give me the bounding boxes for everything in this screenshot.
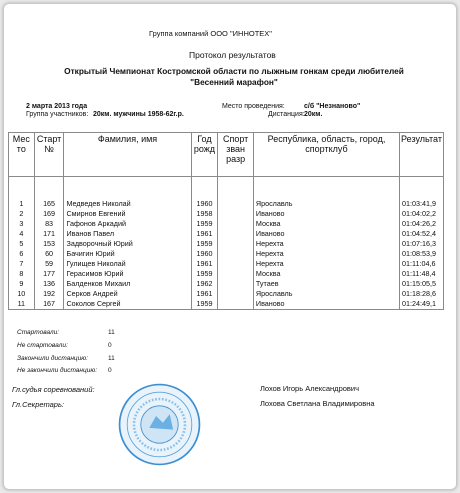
cell-name: Бачигин Юрий [64,249,191,259]
cell-rank [218,209,254,219]
cell-region: Иваново [253,299,399,310]
cell-start: 169 [34,209,64,219]
table-row [9,239,444,249]
cell-birth: 1961 [191,289,218,299]
cell-name: Задворочный Юрий [64,239,191,249]
cell-result: 01:04:02,2 [400,209,444,219]
started-label: Стартовали: [17,329,60,336]
cell-place: 3 [9,219,35,229]
cell-start: 192 [34,289,64,299]
participants-group-label: Группа участников: [26,111,89,118]
cell-place: 2 [9,209,35,219]
official-stamp [117,382,202,467]
cell-name: Гафонов Аркадий [64,219,191,229]
cell-name: Герасимов Юрий [64,269,191,279]
cell-result: 01:03:41,9 [400,199,444,209]
cell-name: Балденков Михаил [64,279,191,289]
cell-birth: 1961 [191,229,218,239]
organization-group: Группа компаний ООО "ИННОТЕХ" [149,29,272,38]
cell-name: Гулищев Николай [64,259,191,269]
cell-rank [218,239,254,249]
cell-birth: 1960 [191,199,218,209]
chief-judge-label: Гл.судья соревнований: [12,385,95,394]
cell-birth: 1959 [191,239,218,249]
cell-birth: 1959 [191,219,218,229]
championship-title: Открытый Чемпионат Костромской области по лыжным гонкам среди любителей "Весенний марафон" [64,66,404,87]
cell-region: Нерехта [253,249,399,259]
table-row [9,259,444,269]
cell-start: 177 [34,269,64,279]
distance-label: Дистанция: [268,111,305,118]
cell-birth: 1962 [191,279,218,289]
cell-start: 153 [34,239,64,249]
cell-rank [218,259,254,269]
not-started-value: 0 [108,342,112,349]
cell-start: 60 [34,249,64,259]
cell-birth: 1961 [191,259,218,269]
cell-place: 8 [9,269,35,279]
cell-place: 9 [9,279,35,289]
secretary-label: Гл.Секретарь: [12,400,64,409]
table-row [9,269,444,279]
cell-region: Иваново [253,209,399,219]
cell-region: Ярославль [253,289,399,299]
cell-name: Иванов Павел [64,229,191,239]
cell-region: Тутаев [253,279,399,289]
cell-start: 83 [34,219,64,229]
secretary-name: Лохова Светлана Владимировна [260,399,375,408]
cell-start: 171 [34,229,64,239]
cell-region: Москва [253,269,399,279]
cell-place: 4 [9,229,35,239]
distance-value: 20км. [304,111,323,118]
protocol-title: Протокол результатов [189,50,276,60]
cell-rank [218,299,254,310]
cell-place: 11 [9,299,35,310]
col-region-header: Республика, область, город, спортклуб [253,133,399,177]
cell-rank [218,249,254,259]
col-start-header: Старт № [34,133,64,177]
cell-rank [218,219,254,229]
cell-birth: 1959 [191,269,218,279]
cell-region: Москва [253,219,399,229]
cell-rank [218,289,254,299]
col-name-header: Фамилия, имя [64,133,191,177]
cell-region: Нерехта [253,239,399,249]
table-row [9,279,444,289]
cell-start: 59 [34,259,64,269]
cell-name: Соколов Сергей [64,299,191,310]
cell-rank [218,229,254,239]
cell-result: 01:24:49,1 [400,299,444,310]
cell-rank [218,199,254,209]
cell-result: 01:18:28,6 [400,289,444,299]
cell-result: 01:11:04,6 [400,259,444,269]
cell-start: 136 [34,279,64,289]
table-row [9,199,444,209]
table-row [9,219,444,229]
cell-region: Ярославль [253,199,399,209]
started-value: 11 [108,329,115,336]
not-finished-label: Не закончили дистанцию: [17,367,98,374]
cell-result: 01:04:26,2 [400,219,444,229]
cell-region: Нерехта [253,259,399,269]
table-row [9,299,444,310]
cell-name: Смирнов Евгений [64,209,191,219]
participants-group-value: 20км. мужчины 1958-62г.р. [93,111,184,118]
cell-birth: 1958 [191,209,218,219]
table-row [9,249,444,259]
cell-place: 5 [9,239,35,249]
cell-birth: 1959 [191,299,218,310]
results-table [8,132,444,310]
cell-place: 10 [9,289,35,299]
not-started-label: Не стартовали: [17,342,68,349]
cell-region: Иваново [253,229,399,239]
finished-label: Закончили дистанцию: [17,355,88,362]
col-birth-header: Год рожд [191,133,218,177]
col-result-header: Результат [400,133,444,177]
chief-judge-name: Лохов Игорь Александрович [260,384,359,393]
cell-result: 01:08:53,9 [400,249,444,259]
cell-start: 167 [34,299,64,310]
table-row [9,209,444,219]
event-date: 2 марта 2013 года [26,103,88,110]
col-rank-header: Спорт зван разр [218,133,254,177]
venue-label: Место проведения: [222,103,285,110]
finished-value: 11 [108,355,115,362]
cell-rank [218,269,254,279]
document-page [3,3,457,490]
cell-start: 165 [34,199,64,209]
cell-name: Медведев Николай [64,199,191,209]
not-finished-value: 0 [108,367,112,374]
cell-result: 01:11:48,4 [400,269,444,279]
cell-result: 01:04:52,4 [400,229,444,239]
cell-place: 7 [9,259,35,269]
cell-result: 01:07:16,3 [400,239,444,249]
cell-birth: 1960 [191,249,218,259]
cell-name: Серков Андрей [64,289,191,299]
cell-result: 01:15:05,5 [400,279,444,289]
table-row [9,289,444,299]
table-row [9,229,444,239]
venue-value: с/б "Незнаново" [304,103,361,110]
cell-rank [218,279,254,289]
col-place-header: Мес то [9,133,35,177]
cell-place: 1 [9,199,35,209]
cell-place: 6 [9,249,35,259]
